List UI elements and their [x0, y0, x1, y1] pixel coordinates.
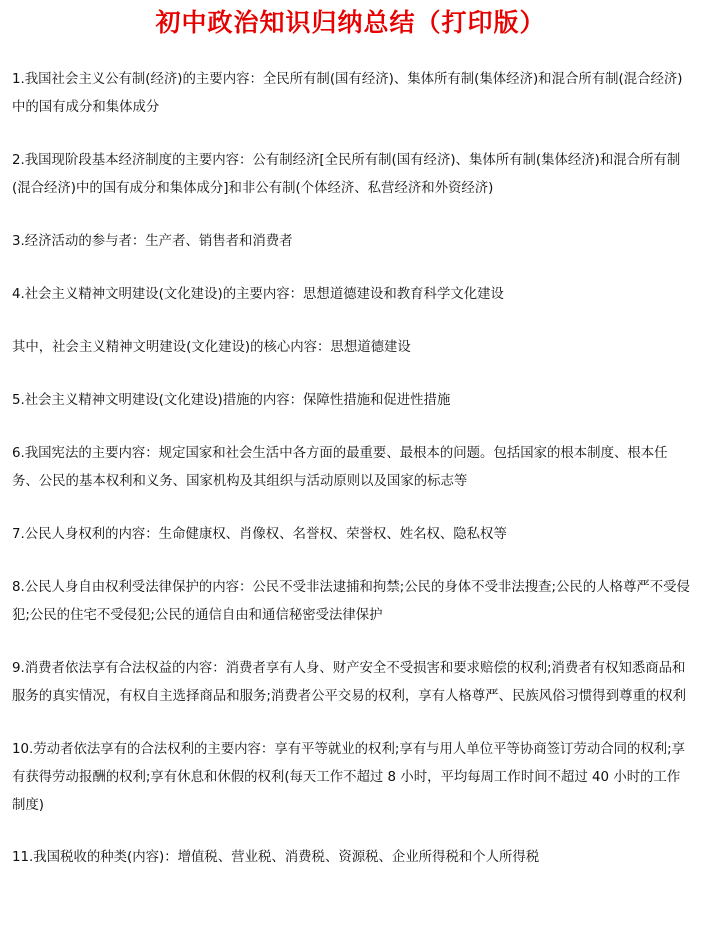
document-body: [12, 66, 692, 872]
paragraph-5: 5.社会主义精神文明建设(文化建设)措施的内容：保障性措施和促进性措施: [12, 393, 451, 408]
paragraph-9: 9.消费者依法享有合法权益的内容：消费者享有人身、财产安全不受损害和要求赔偿的权利;消费者有权知悉商品和服务的真实情况，有权自主选择商品和服务;消费者公平交易的权利，享有人格尊严、民族风俗习惯得到尊重的权利: [12, 661, 687, 704]
paragraph-3: 3.经济活动的参与者：生产者、销售者和消费者: [12, 234, 293, 249]
paragraph-10: 10.劳动者依法享有的合法权利的主要内容：享有平等就业的权利;享有与用人单位平等协商签订劳动合同的权利;享有获得劳动报酬的权利;享有休息和休假的权利(每天工作不超过 8 小时，平均每周工作时间不超过 40 小时的工作制度): [12, 742, 686, 813]
paragraph-7: 7.公民人身权利的内容：生命健康权、肖像权、名誉权、荣誉权、姓名权、隐私权等: [12, 527, 507, 542]
document-title: 初中政治知识归纳总结（打印版）: [155, 8, 546, 37]
paragraph-2: 2.我国现阶段基本经济制度的主要内容：公有制经济[全民所有制(国有经济)、集体所有制(集体经济)和混合所有制(混合经济)中的国有成分和集体成分]和非公有制(个体经济、私营经济和外资经济): [12, 153, 681, 196]
paragraph-4-note: 其中，社会主义精神文明建设(文化建设)的核心内容：思想道德建设: [12, 340, 411, 355]
paragraph-1: 1.我国社会主义公有制(经济)的主要内容：全民所有制(国有经济)、集体所有制(集体经济)和混合所有制(混合经济)中的国有成分和集体成分: [12, 72, 683, 115]
paragraph-8: 8.公民人身自由权利受法律保护的内容：公民不受非法逮捕和拘禁;公民的身体不受非法搜查;公民的人格尊严不受侵犯;公民的住宅不受侵犯;公民的通信自由和通信秘密受法律保护: [12, 580, 690, 623]
paragraph-6: 6.我国宪法的主要内容：规定国家和社会生活中各方面的最重要、最根本的问题。包括国家的根本制度、根本任务、公民的基本权利和义务、国家机构及其组织与活动原则以及国家的标志等: [12, 446, 668, 489]
paragraph-4: 4.社会主义精神文明建设(文化建设)的主要内容：思想道德建设和教育科学文化建设: [12, 287, 504, 302]
paragraph-11: 11.我国税收的种类(内容)：增值税、营业税、消费税、资源税、企业所得税和个人所得税: [12, 850, 540, 865]
